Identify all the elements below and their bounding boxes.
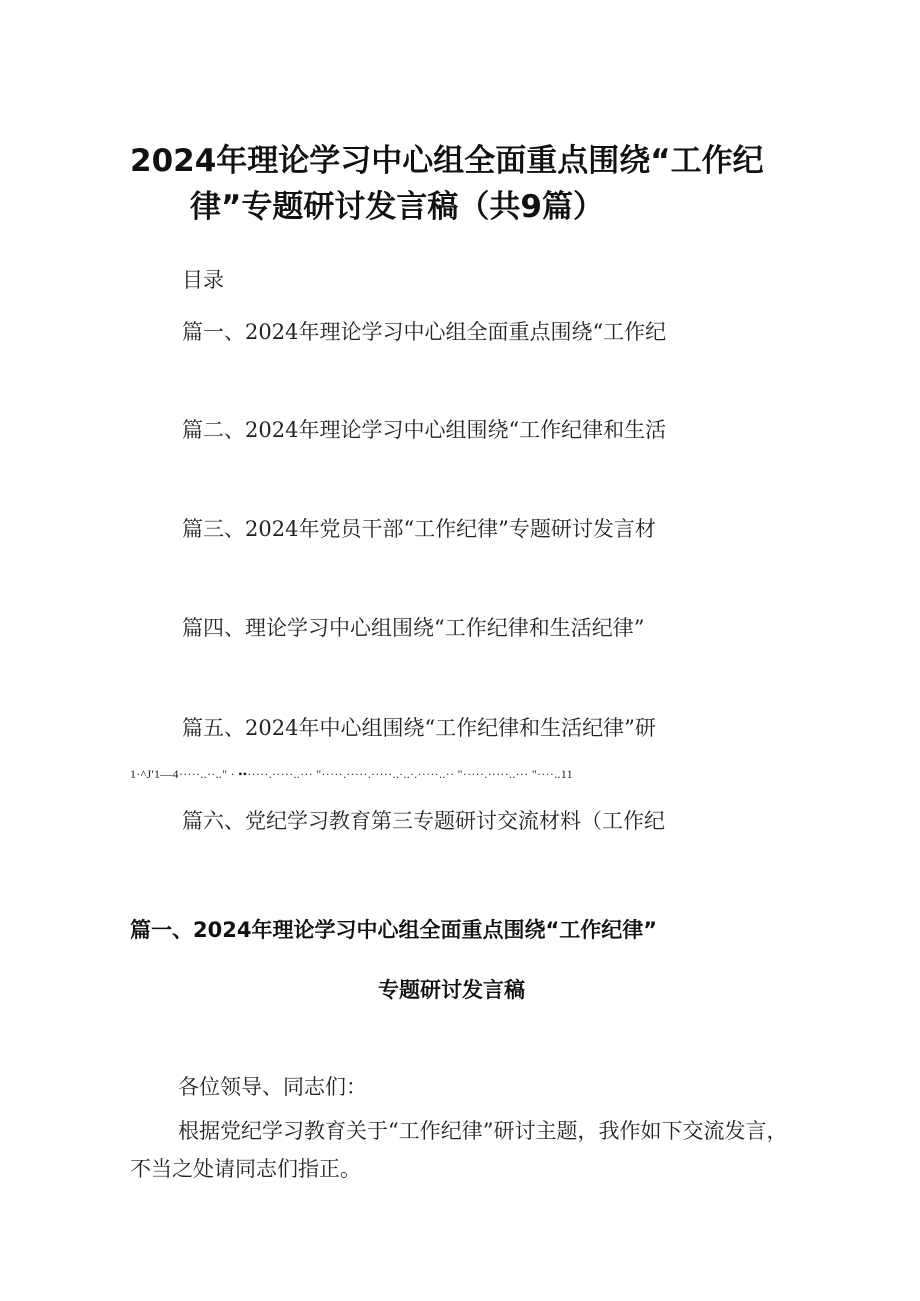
- document-title-line-1: 2024年理论学习中心组全面重点围绕“工作纪: [130, 143, 764, 179]
- toc-heading: 目录: [182, 268, 224, 292]
- toc-leader-line: 1·^J'1—4·····..··.." · ••·····.·····..··· "·····.·····.·····..·..·.·····..·· "·····.·····..··· "····..11: [130, 767, 573, 781]
- greeting-text: 各位领导、同志们：: [178, 1075, 367, 1099]
- toc-item-6: 篇六、党纪学习教育第三专题研讨交流材料（工作纪: [182, 809, 665, 833]
- document-title-line-2: 律”专题研讨发言稿（共9篇）: [190, 189, 604, 225]
- body-paragraph: 根据党纪学习教育关于“工作纪律”研讨主题，我作如下交流发言，不当之处请同志们指正。: [130, 1119, 788, 1181]
- toc-item-5: 篇五、2024年中心组围绕“工作纪律和生活纪律”研: [182, 716, 656, 740]
- toc-item-2: 篇二、2024年理论学习中心组围绕“工作纪律和生活: [182, 418, 667, 442]
- toc-item-1: 篇一、2024年理论学习中心组全面重点围绕“工作纪: [182, 320, 667, 344]
- section-subheading: 专题研讨发言稿: [378, 978, 525, 1002]
- document-title: [130, 138, 790, 230]
- toc-item-4: 篇四、理论学习中心组围绕“工作纪律和生活纪律”: [182, 616, 645, 640]
- toc-item-3: 篇三、2024年党员干部“工作纪律”专题研讨发言材: [182, 517, 656, 541]
- section-heading: 篇一、2024年理论学习中心组全面重点围绕“工作纪律”: [130, 918, 658, 942]
